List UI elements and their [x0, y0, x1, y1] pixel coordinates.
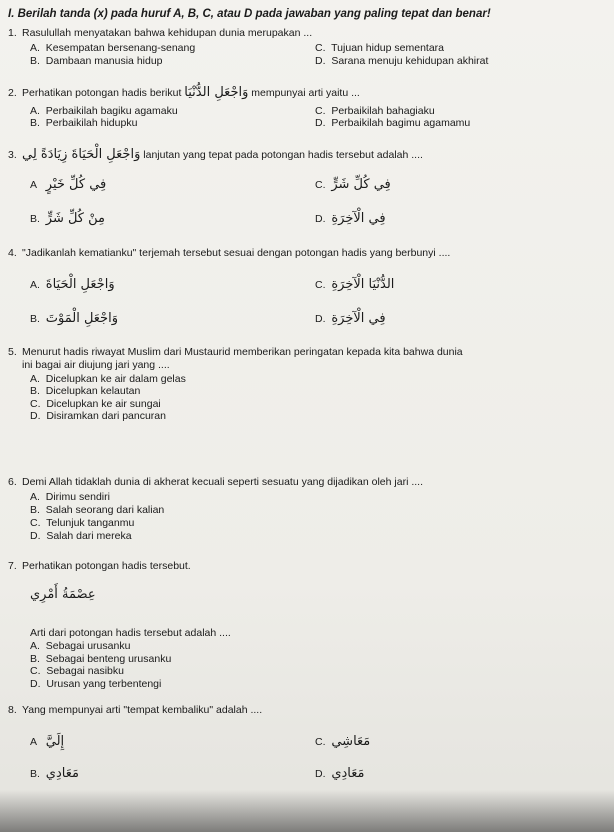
question-5-text-2: ini bagai air diujung jari yang ....: [22, 359, 170, 371]
question-2-arabic: وَاجْعَلِ الدُّنْيَا: [184, 85, 249, 100]
q2-option-d[interactable]: D. Perbaikilah bagimu agamamu: [315, 117, 471, 129]
q6-option-b[interactable]: B. Salah seorang dari kalian: [30, 504, 165, 516]
q1-option-b[interactable]: B. Dambaan manusia hidup: [30, 55, 163, 67]
q2-option-c[interactable]: C. Perbaikilah bahagiaku: [315, 105, 435, 117]
question-4-text: "Jadikanlah kematianku" terjemah tersebut sesuai dengan potongan hadis yang berbunyi ....: [22, 247, 451, 259]
question-6-text: Demi Allah tidaklah dunia di akherat kecuali seperti sesuatu yang dijadikan oleh jari ....: [22, 476, 423, 488]
q4-option-d[interactable]: D. فِي الْآخِرَةِ: [315, 311, 386, 326]
q8-option-d[interactable]: D. مَعَادِي: [315, 766, 365, 781]
question-6: 6. Demi Allah tidaklah dunia di akherat kecuali seperti sesuatu yang dijadikan oleh jari ....: [8, 476, 423, 488]
question-7-arabic-line: [30, 588, 96, 602]
bottom-shadow: [0, 790, 614, 832]
question-3: 3. وَاجْعَلِ الْحَيَاةَ زِيَادَةً لِي lanjutan yang tepat pada potongan hadis tersebut adalah ....: [8, 147, 423, 162]
q8-option-a[interactable]: A إِلَيَّ: [30, 734, 65, 749]
q2-option-b[interactable]: B. Perbaikilah hidupku: [30, 117, 138, 129]
q1-option-d[interactable]: D. Sarana menuju kehidupan akhirat: [315, 55, 489, 67]
q4-option-a[interactable]: A. وَاجْعَلِ الْحَيَاةَ: [30, 277, 115, 292]
q7-option-b[interactable]: B. Sebagai benteng urusanku: [30, 653, 172, 665]
question-4: 4. "Jadikanlah kematianku" terjemah tersebut sesuai dengan potongan hadis yang berbunyi ....: [8, 247, 451, 259]
q3-option-d[interactable]: D. فِي الْآخِرَةِ: [315, 211, 386, 226]
q4-option-b[interactable]: B. وَاجْعَلِ الْمَوْتَ: [30, 311, 118, 326]
q5-option-a[interactable]: A. Dicelupkan ke air dalam gelas: [30, 373, 186, 385]
instruction-heading: I. Berilah tanda (x) pada huruf A, B, C, atau D pada jawaban yang paling tepat dan benar!: [8, 8, 491, 20]
question-5-text: Menurut hadis riwayat Muslim dari Mustaurid memberikan peringatan kepada kita bahwa dunia: [22, 346, 463, 358]
q3-option-a[interactable]: A فِي كُلِّ خَيْرٍ: [30, 177, 107, 192]
question-7-arabic: عِصْمَةُ أَمْرِي: [30, 587, 96, 602]
q8-option-c[interactable]: C. مَعَاشِي: [315, 734, 371, 749]
q5-option-c[interactable]: C. Dicelupkan ke air sungai: [30, 398, 161, 410]
question-1: 1. Rasulullah menyatakan bahwa kehidupan dunia merupakan ...: [8, 27, 313, 39]
q1-option-a[interactable]: A. Kesempatan bersenang-senang: [30, 42, 196, 54]
question-7-text: Perhatikan potongan hadis tersebut.: [22, 560, 191, 572]
q7-option-a[interactable]: A. Sebagai urusanku: [30, 640, 131, 652]
q7-option-c[interactable]: C. Sebagai nasibku: [30, 665, 124, 677]
q8-option-b[interactable]: B. مَعَادِي: [30, 766, 79, 781]
question-3-arabic: وَاجْعَلِ الْحَيَاةَ زِيَادَةً لِي: [22, 147, 141, 162]
question-5: 5. Menurut hadis riwayat Muslim dari Mustaurid memberikan peringatan kepada kita bahwa dunia: [8, 346, 463, 358]
q6-option-c[interactable]: C. Telunjuk tanganmu: [30, 517, 135, 529]
question-7: 7. Perhatikan potongan hadis tersebut.: [8, 560, 191, 572]
q5-option-b[interactable]: B. Dicelupkan kelautan: [30, 385, 141, 397]
q7-option-d[interactable]: D. Urusan yang terbentengi: [30, 678, 162, 690]
q1-option-c[interactable]: C. Tujuan hidup sementara: [315, 42, 445, 54]
question-7-text-2: Arti dari potongan hadis tersebut adalah ....: [30, 627, 231, 639]
question-1-text: Rasulullah menyatakan bahwa kehidupan dunia merupakan ...: [22, 27, 313, 39]
question-8-text: Yang mempunyai arti "tempat kembaliku" adalah ....: [22, 704, 263, 716]
q5-option-d[interactable]: D. Disiramkan dari pancuran: [30, 410, 166, 422]
question-8: 8. Yang mempunyai arti "tempat kembaliku" adalah ....: [8, 704, 263, 716]
q6-option-a[interactable]: A. Dirimu sendiri: [30, 491, 110, 503]
question-2: 2. Perhatikan potongan hadis berikut وَاجْعَلِ الدُّنْيَا mempunyai arti yaitu ...: [8, 85, 360, 100]
q3-option-b[interactable]: B. مِنْ كُلِّ شَرٍّ: [30, 211, 105, 226]
q4-option-c[interactable]: C. الدُّنْيَا الْآخِرَةِ: [315, 277, 395, 292]
q3-option-c[interactable]: C. فِي كُلِّ شَرٍّ: [315, 177, 391, 192]
q6-option-d[interactable]: D. Salah dari mereka: [30, 530, 132, 542]
q2-option-a[interactable]: A. Perbaikilah bagiku agamaku: [30, 105, 178, 117]
